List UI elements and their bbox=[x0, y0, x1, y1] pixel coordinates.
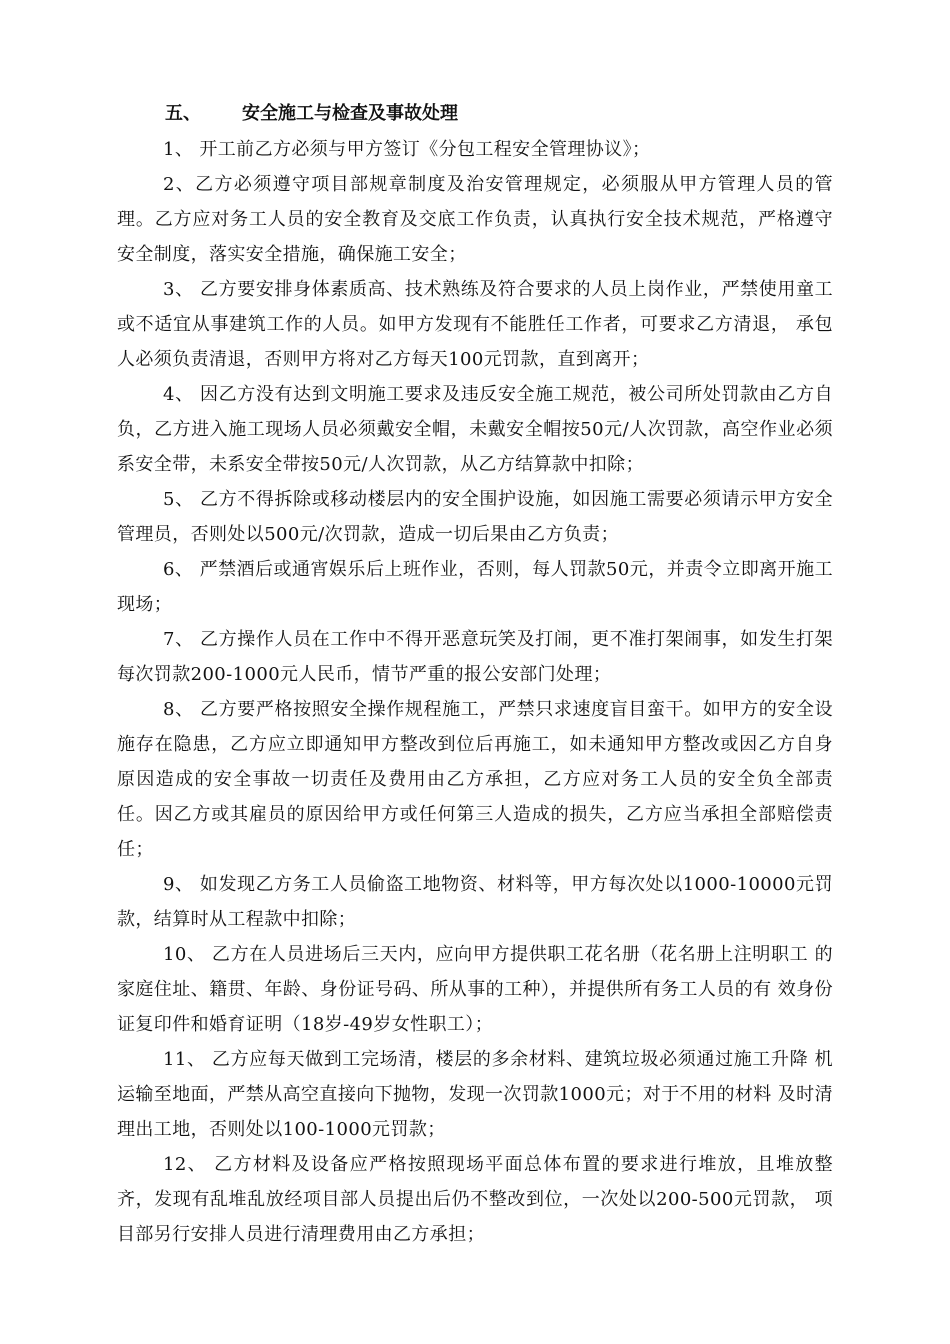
clause-5: 5、 乙方不得拆除或移动楼层内的安全围护设施，如因施工需要必须请示甲方安全管理员，否则处以500元/次罚款，造成一切后果由乙方负责； bbox=[117, 489, 833, 545]
clause-11: 11、 乙方应每天做到工完场清，楼层的多余材料、建筑垃圾必须通过施工升降 机运输至地面，严禁从高空直接向下抛物，发现一次罚款1000元；对于不用的材料 及时清理出工地，否则处以100-1000元罚款； bbox=[117, 1049, 833, 1140]
clause-6: 6、 严禁酒后或通宵娱乐后上班作业，否则，每人罚款50元，并责令立即离开施工现场； bbox=[117, 559, 833, 615]
clause-1: 1、 开工前乙方必须与甲方签订《分包工程安全管理协议》； bbox=[163, 139, 651, 160]
clause-9: 9、 如发现乙方务工人员偷盗工地物资、材料等，甲方每次处以1000-10000元罚款，结算时从工程款中扣除； bbox=[117, 874, 833, 930]
clause-7: 7、 乙方操作人员在工作中不得开恶意玩笑及打闹，更不准打架闹事，如发生打架每次罚款200-1000元人民币，情节严重的报公安部门处理； bbox=[117, 629, 833, 685]
section-title: 安全施工与检查及事故处理 bbox=[242, 103, 458, 124]
section-number: 五、 bbox=[165, 103, 201, 124]
clause-10: 10、 乙方在人员进场后三天内，应向甲方提供职工花名册（花名册上注明职工 的家庭住址、籍贯、年龄、身份证号码、所从事的工种），并提供所有务工人员的有 效身份证复印件和婚育证明（18岁-49岁女性职工）； bbox=[117, 944, 833, 1035]
clause-8: 8、 乙方要严格按照安全操作规程施工，严禁只求速度盲目蛮干。如甲方的安全设施存在隐患，乙方应立即通知甲方整改到位后再施工，如未通知甲方整改或因乙方自身原因造成的安全事故一切责任及费用由乙方承担，乙方应对务工人员的安全负全部责任。因乙方或其雇员的原因给甲方或任何第三人造成的损失，乙方应当承担全部赔偿责任； bbox=[117, 699, 833, 860]
section-heading bbox=[165, 98, 458, 130]
clause-list bbox=[117, 132, 833, 1252]
clause-2: 2、乙方必须遵守项目部规章制度及治安管理规定，必须服从甲方管理人员的管理。乙方应对务工人员的安全教育及交底工作负责，认真执行安全技术规范，严格遵守安全制度，落实安全措施，确保施工安全； bbox=[117, 174, 833, 265]
clause-4: 4、 因乙方没有达到文明施工要求及违反安全施工规范，被公司所处罚款由乙方自负，乙方进入施工现场人员必须戴安全帽，未戴安全帽按50元/人次罚款，高空作业必须系安全带，未系安全带按50元/人次罚款，从乙方结算款中扣除； bbox=[117, 384, 833, 475]
clause-12: 12、 乙方材料及设备应严格按照现场平面总体布置的要求进行堆放，且堆放整 齐，发现有乱堆乱放经项目部人员提出后仍不整改到位，一次处以200-500元罚款， 项目部另行安排人员进行清理费用由乙方承担； bbox=[117, 1154, 833, 1245]
clause-3: 3、 乙方要安排身体素质高、技术熟练及符合要求的人员上岗作业，严禁使用童工或不适宜从事建筑工作的人员。如甲方发现有不能胜任工作者，可要求乙方清退， 承包人必须负责清退，否则甲方将对乙方每天100元罚款，直到离开； bbox=[117, 279, 833, 370]
